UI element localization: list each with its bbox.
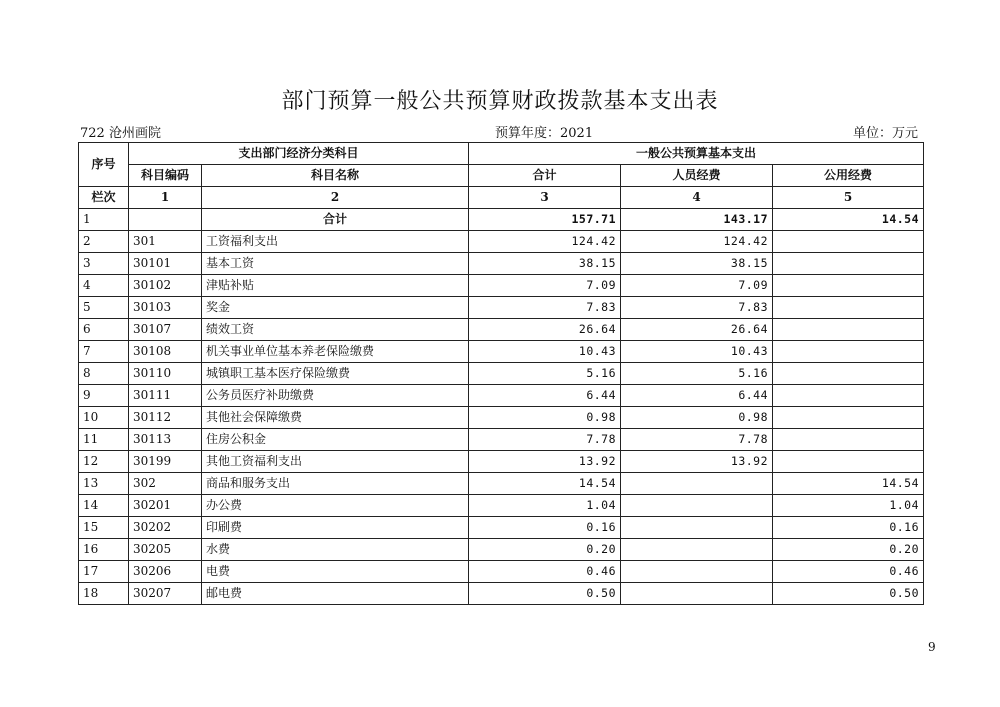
cell-seq: 13 [79, 473, 129, 495]
table-row [79, 495, 924, 517]
cell-seq: 15 [79, 517, 129, 539]
cell-personnel: 38.15 [621, 253, 773, 275]
cell-name: 其他社会保障缴费 [202, 407, 469, 429]
cell-public [773, 231, 924, 253]
cell-personnel [621, 539, 773, 561]
cell-personnel: 26.64 [621, 319, 773, 341]
cell-seq: 2 [79, 231, 129, 253]
cell-total: 7.78 [469, 429, 621, 451]
cell-personnel [621, 495, 773, 517]
header-seq: 序号 [79, 143, 129, 187]
cell-public: 0.46 [773, 561, 924, 583]
cell-code: 30202 [129, 517, 202, 539]
cell-name: 公务员医疗补助缴费 [202, 385, 469, 407]
cell-name: 津贴补贴 [202, 275, 469, 297]
cell-personnel: 5.16 [621, 363, 773, 385]
cell-personnel [621, 473, 773, 495]
cell-seq: 1 [79, 209, 129, 231]
cell-total: 0.20 [469, 539, 621, 561]
table-row [79, 451, 924, 473]
cell-name: 商品和服务支出 [202, 473, 469, 495]
cell-seq: 5 [79, 297, 129, 319]
cell-total: 0.98 [469, 407, 621, 429]
cell-code: 30113 [129, 429, 202, 451]
cell-personnel [621, 517, 773, 539]
cell-seq: 3 [79, 253, 129, 275]
cell-seq: 6 [79, 319, 129, 341]
cell-total: 157.71 [469, 209, 621, 231]
cell-total: 124.42 [469, 231, 621, 253]
cell-name: 基本工资 [202, 253, 469, 275]
cell-code: 30201 [129, 495, 202, 517]
cell-total: 10.43 [469, 341, 621, 363]
cell-public [773, 275, 924, 297]
cell-code: 30205 [129, 539, 202, 561]
header-budget-group: 一般公共预算基本支出 [469, 143, 924, 165]
cell-code: 30206 [129, 561, 202, 583]
unit-label: 单位：万元 [852, 126, 918, 141]
cell-seq: 9 [79, 385, 129, 407]
cell-public: 14.54 [773, 473, 924, 495]
organization-label: 722 沧州画院 [80, 126, 161, 141]
cell-seq: 7 [79, 341, 129, 363]
col-number-5: 5 [773, 187, 924, 209]
cell-total: 5.16 [469, 363, 621, 385]
cell-personnel: 143.17 [621, 209, 773, 231]
cell-seq: 10 [79, 407, 129, 429]
cell-public: 14.54 [773, 209, 924, 231]
cell-personnel: 7.78 [621, 429, 773, 451]
cell-name: 邮电费 [202, 583, 469, 605]
column-number-row [79, 187, 924, 209]
cell-seq: 18 [79, 583, 129, 605]
cell-total: 7.09 [469, 275, 621, 297]
budget-year-label: 预算年度：2021 [495, 126, 594, 141]
cell-code: 30199 [129, 451, 202, 473]
header-personnel: 人员经费 [621, 165, 773, 187]
cell-name: 工资福利支出 [202, 231, 469, 253]
cell-seq: 11 [79, 429, 129, 451]
cell-name: 奖金 [202, 297, 469, 319]
table-row [79, 385, 924, 407]
cell-code: 30103 [129, 297, 202, 319]
cell-public [773, 319, 924, 341]
table-row [79, 517, 924, 539]
cell-name: 电费 [202, 561, 469, 583]
table-row [79, 583, 924, 605]
cell-total: 13.92 [469, 451, 621, 473]
cell-code [129, 209, 202, 231]
cell-name: 城镇职工基本医疗保险缴费 [202, 363, 469, 385]
table-row [79, 473, 924, 495]
header-econ-group: 支出部门经济分类科目 [129, 143, 469, 165]
table-row [79, 341, 924, 363]
cell-public: 0.16 [773, 517, 924, 539]
cell-code: 30110 [129, 363, 202, 385]
col-number-label: 栏次 [79, 187, 129, 209]
cell-total: 0.46 [469, 561, 621, 583]
table-row [79, 407, 924, 429]
cell-personnel: 10.43 [621, 341, 773, 363]
cell-public [773, 451, 924, 473]
cell-public [773, 407, 924, 429]
cell-public: 0.50 [773, 583, 924, 605]
cell-seq: 12 [79, 451, 129, 473]
header-code: 科目编码 [129, 165, 202, 187]
cell-public [773, 363, 924, 385]
cell-code: 30207 [129, 583, 202, 605]
cell-total: 6.44 [469, 385, 621, 407]
col-number-1: 1 [129, 187, 202, 209]
header-public: 公用经费 [773, 165, 924, 187]
cell-code: 30102 [129, 275, 202, 297]
cell-total: 26.64 [469, 319, 621, 341]
cell-name: 住房公积金 [202, 429, 469, 451]
header-total: 合计 [469, 165, 621, 187]
header-name: 科目名称 [202, 165, 469, 187]
cell-total: 38.15 [469, 253, 621, 275]
cell-code: 30107 [129, 319, 202, 341]
cell-public: 0.20 [773, 539, 924, 561]
cell-personnel: 0.98 [621, 407, 773, 429]
table-body [79, 209, 924, 605]
col-number-2: 2 [202, 187, 469, 209]
table-row [79, 319, 924, 341]
header-row-columns [79, 165, 924, 187]
col-number-4: 4 [621, 187, 773, 209]
cell-code: 30111 [129, 385, 202, 407]
table-row [79, 561, 924, 583]
cell-name: 合计 [202, 209, 469, 231]
cell-personnel: 13.92 [621, 451, 773, 473]
cell-name: 办公费 [202, 495, 469, 517]
cell-public [773, 385, 924, 407]
cell-personnel: 7.83 [621, 297, 773, 319]
cell-total: 1.04 [469, 495, 621, 517]
table-row [79, 209, 924, 231]
table-row [79, 363, 924, 385]
cell-code: 30112 [129, 407, 202, 429]
table-row [79, 539, 924, 561]
cell-seq: 8 [79, 363, 129, 385]
cell-public [773, 253, 924, 275]
table-row [79, 275, 924, 297]
cell-personnel [621, 583, 773, 605]
cell-seq: 17 [79, 561, 129, 583]
cell-name: 机关事业单位基本养老保险缴费 [202, 341, 469, 363]
cell-code: 302 [129, 473, 202, 495]
cell-name: 绩效工资 [202, 319, 469, 341]
cell-code: 301 [129, 231, 202, 253]
cell-code: 30101 [129, 253, 202, 275]
cell-personnel: 124.42 [621, 231, 773, 253]
cell-personnel: 7.09 [621, 275, 773, 297]
cell-personnel [621, 561, 773, 583]
budget-table [78, 142, 924, 605]
cell-seq: 4 [79, 275, 129, 297]
cell-name: 其他工资福利支出 [202, 451, 469, 473]
table-row [79, 297, 924, 319]
page-number: 9 [928, 640, 936, 654]
table-row [79, 231, 924, 253]
cell-name: 印刷费 [202, 517, 469, 539]
cell-public [773, 297, 924, 319]
cell-name: 水费 [202, 539, 469, 561]
cell-seq: 14 [79, 495, 129, 517]
cell-total: 14.54 [469, 473, 621, 495]
cell-code: 30108 [129, 341, 202, 363]
page-title: 部门预算一般公共预算财政拨款基本支出表 [281, 89, 719, 114]
cell-total: 0.50 [469, 583, 621, 605]
cell-personnel: 6.44 [621, 385, 773, 407]
cell-total: 7.83 [469, 297, 621, 319]
col-number-3: 3 [469, 187, 621, 209]
cell-seq: 16 [79, 539, 129, 561]
cell-total: 0.16 [469, 517, 621, 539]
table-row [79, 253, 924, 275]
cell-public: 1.04 [773, 495, 924, 517]
cell-public [773, 429, 924, 451]
table-row [79, 429, 924, 451]
header-row-group [79, 143, 924, 165]
cell-public [773, 341, 924, 363]
